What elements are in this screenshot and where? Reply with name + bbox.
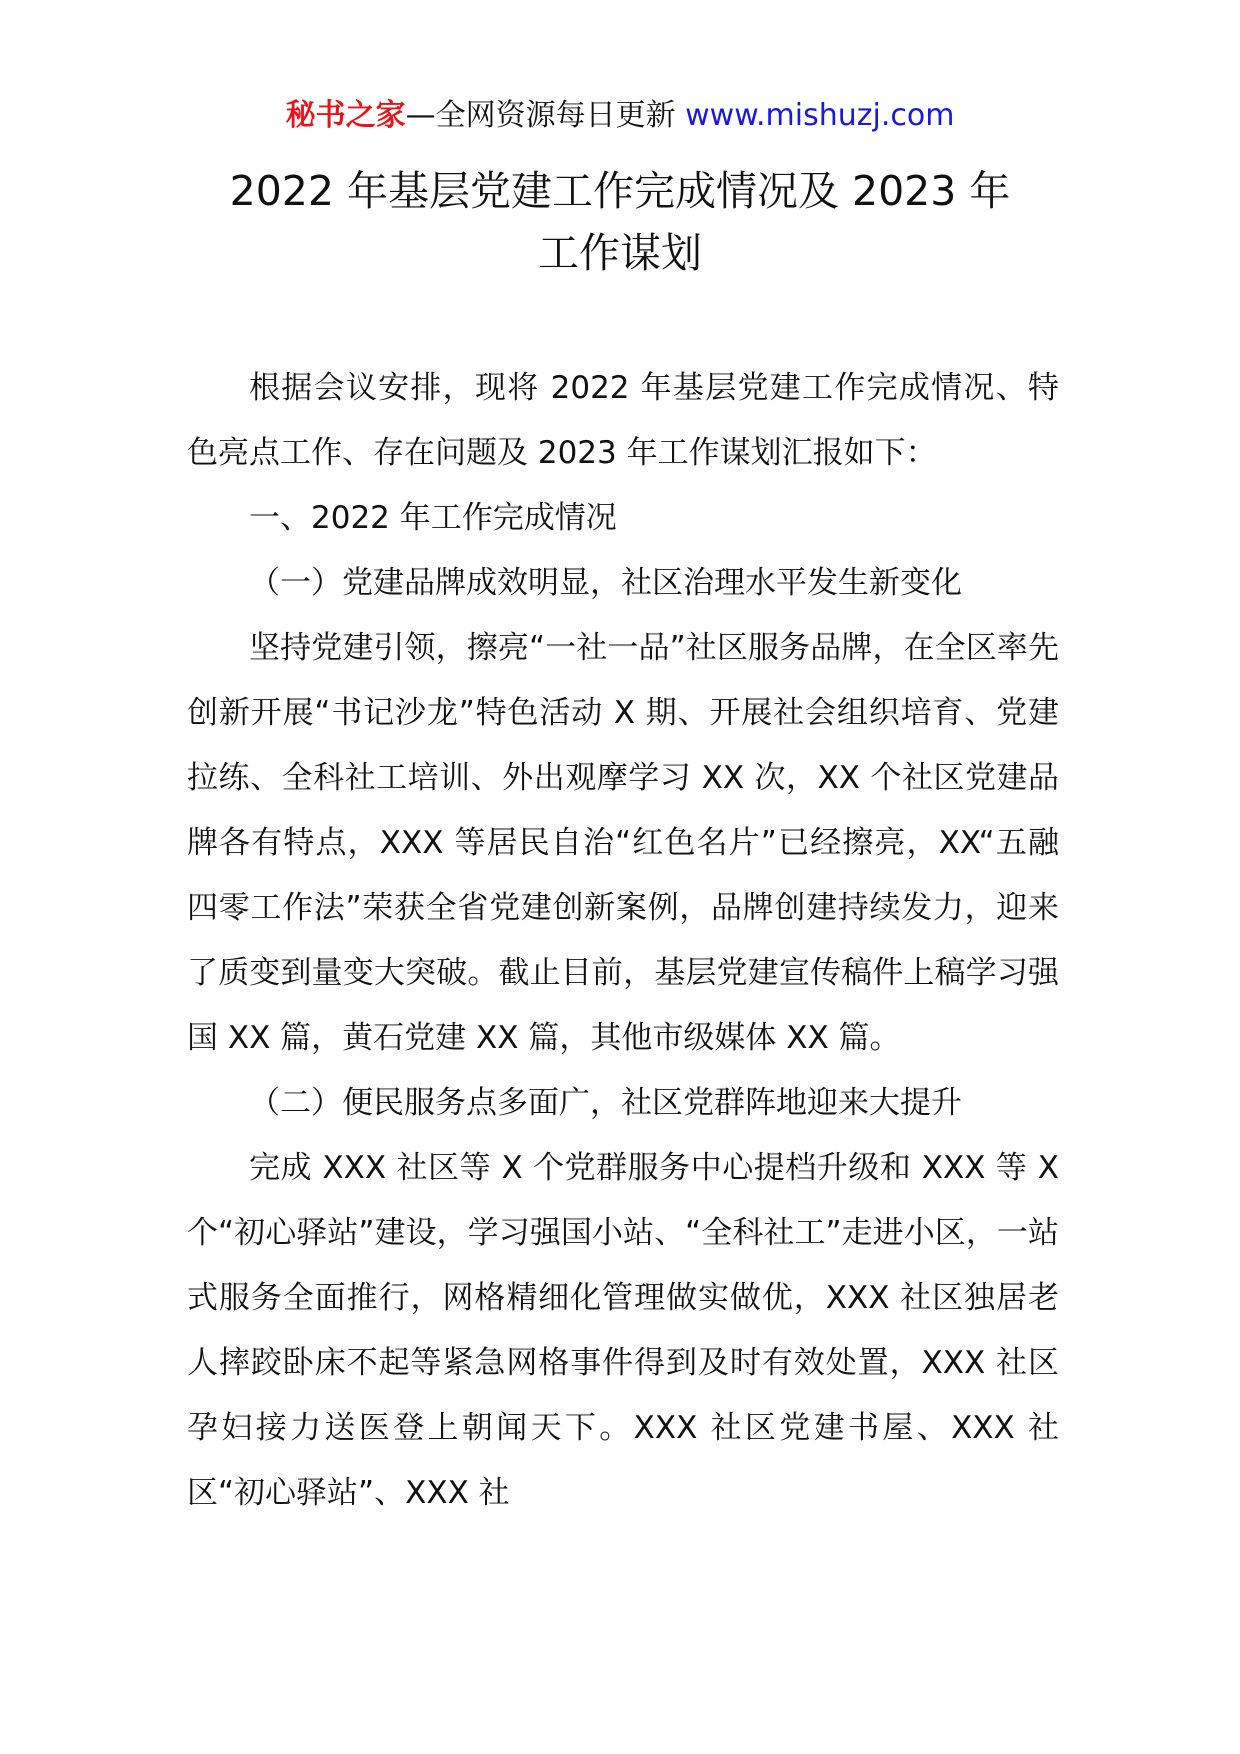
title-line-2: 工作谋划 — [538, 229, 702, 277]
title-line-1: 2022 年基层党建工作完成情况及 2023 年 — [229, 167, 1011, 215]
section-heading-1: 一、2022 年工作完成情况 — [249, 500, 617, 536]
document-title — [150, 160, 1090, 284]
subsection-heading-1: （一）党建品牌成效明显，社区治理水平发生新变化 — [249, 565, 962, 601]
body-paragraph-1: 坚持党建引领，擦亮“一社一品”社区服务品牌，在全区率先创新开展“书记沙龙”特色活动 X 期、开展社会组织培育、党建拉练、全科社工培训、外出观摩学习 XX 次，XX 个社区党建品牌各有特点，XXX 等居民自治“红色名片”已经擦亮，XX“五融四零工作法”荣获全省党建创新案例，品牌创建持续发力，迎来了质变到量变大突破。截止目前，基层党建宣传稿件上稿学习强国 XX 篇，黄石党建 XX 篇，其他市级媒体 XX 篇。 — [187, 630, 1059, 1056]
body-paragraph-2: 完成 XXX 社区等 X 个党群服务中心提档升级和 XXX 等 X 个“初心驿站”建设，学习强国小站、“全科社工”走进小区，一站式服务全面推行，网格精细化管理做实做优，XXX 社区独居老人摔跤卧床不起等紧急网格事件得到及时有效处置，XXX 社区孕妇接力送医登上朝闻天下。XXX 社区党建书屋、XXX 社区“初心驿站”、XXX 社 — [187, 1150, 1059, 1511]
site-brand: 秘书之家 — [285, 98, 406, 133]
intro-paragraph: 根据会议安排，现将 2022 年基层党建工作完成情况、特色亮点工作、存在问题及 2023 年工作谋划汇报如下： — [187, 370, 1059, 471]
document-body — [187, 356, 1059, 1526]
subsection-heading-2: （二）便民服务点多面广，社区党群阵地迎来大提升 — [249, 1085, 962, 1121]
site-url[interactable]: www.mishuzj.com — [685, 98, 955, 133]
site-header — [0, 96, 1240, 136]
site-slogan: —全网资源每日更新 — [405, 98, 676, 133]
